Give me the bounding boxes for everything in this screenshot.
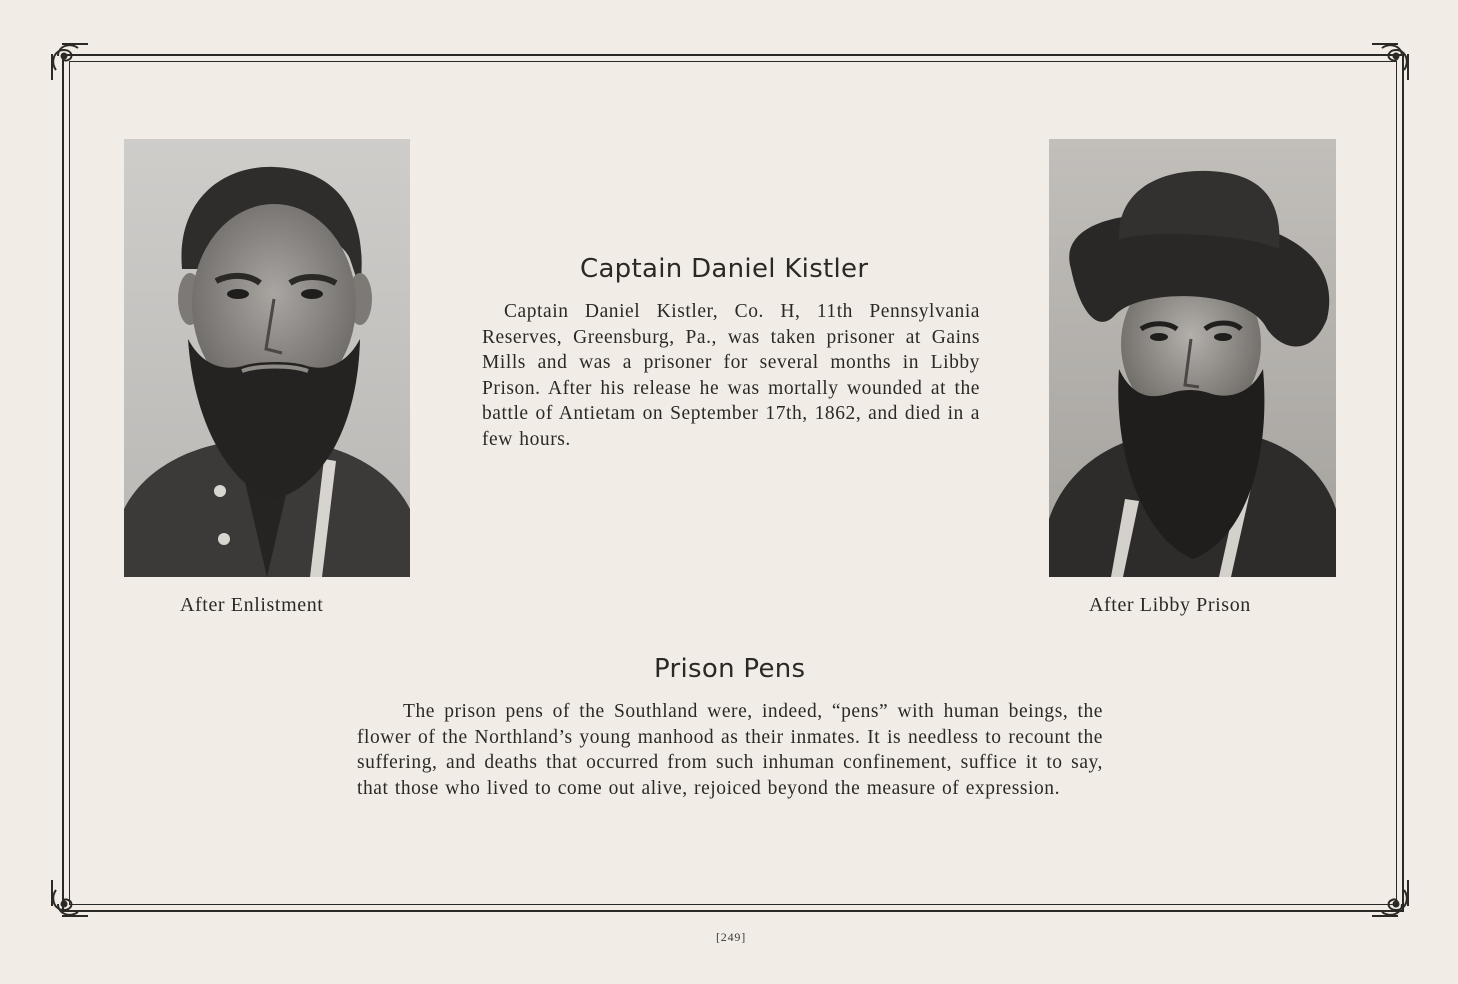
corner-ornament-icon [1368,876,1412,920]
corner-ornament-icon [48,876,92,920]
article-body: Captain Daniel Kistler, Co. H, 11th Pennsylvania Reserves, Greensburg, Pa., was taken prisoner at Gains Mills and was a prisoner for several months in Libby Prison. After his release he was mortally wounded at the battle of Antietam on September 17th, 1862, and died in a few hours. [482,301,980,450]
article-title: Captain Daniel Kistler [580,254,869,284]
portrait-caption: After Libby Prison [1089,594,1251,616]
portrait-after-libby-prison [1049,139,1336,577]
article-body: The prison pens of the Southland were, indeed, “pens” with human beings, the flower of the Northland’s young manhood as their inmates. It is needless to recount the suffering, and deaths that occurred from such inhuman confinement, suffice it to say, that those who lived to come out alive, rejoiced beyond the measure of expression. [357,701,1103,799]
portrait-after-enlistment [124,139,410,577]
article-title: Prison Pens [654,654,806,684]
portrait-caption: After Enlistment [180,594,324,616]
corner-ornament-icon [1368,40,1412,84]
page-number: [249] [716,930,746,944]
corner-ornament-icon [48,40,92,84]
